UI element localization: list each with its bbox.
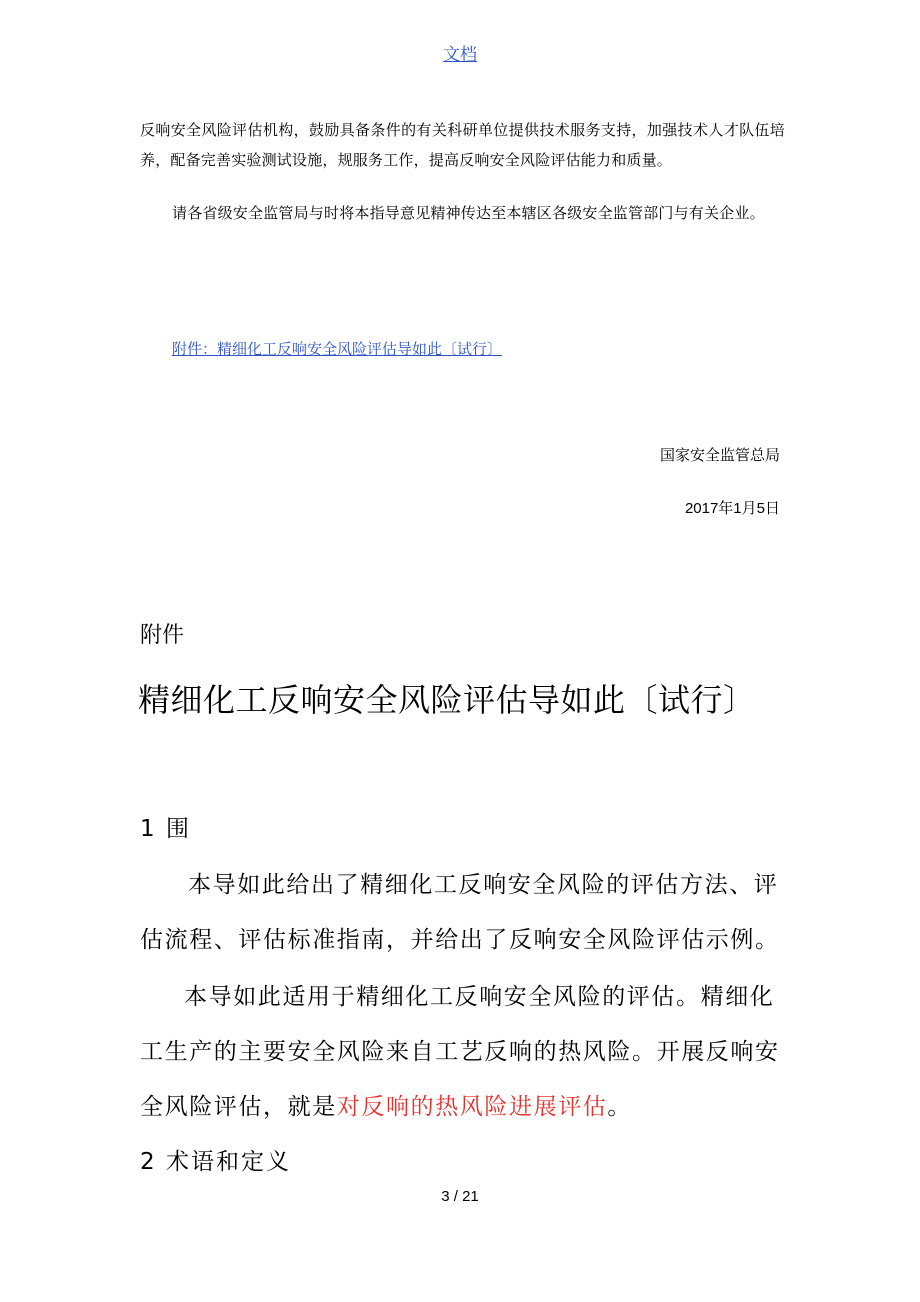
body-paragraph: 反响安全风险评估机构，鼓励具备条件的有关科研单位提供技术服务支持，加强技术人才队伍培养，配备完善实验测试设施，规服务工作，提高反响安全风险评估能力和质量。 (140, 121, 785, 169)
body-text: 本导如此适用于精细化工反响安全风险的评估。精细化工生产的主要安全风险来自工艺反响的热风险。开展反响安全风险评估，就是 (140, 984, 780, 1120)
section-heading: 2 术语和定义 (140, 1149, 291, 1175)
section-heading: 1 围 (140, 816, 191, 842)
body-paragraph: 本导如此给出了精细化工反响安全风险的评估方法、评估流程、评估标准指南，并给出了反响安全风险评估示例。 (140, 872, 780, 953)
body-text: 。 (607, 1094, 633, 1120)
signature-org: 国家安全监管总局 (659, 446, 780, 464)
attachment-link[interactable]: 附件：精细化工反响安全风险评估导如此〔试行〕 (172, 340, 503, 358)
attachment-label: 附件 (140, 623, 185, 648)
body-paragraph: 请各省级安全监管局与时将本指导意见精神传达至本辖区各级安全监管部门与有关企业。 (172, 204, 765, 222)
signature-date: 2017年1月5日 (684, 500, 780, 517)
header-link[interactable]: 文档 (443, 45, 477, 65)
page-number: 3 / 21 (441, 1188, 479, 1205)
highlighted-text: 对反响的热风险进展评估 (336, 1094, 608, 1120)
page-title: 精细化工反响安全风险评估导如此〔试行〕 (138, 681, 756, 719)
body-paragraph (140, 970, 785, 1135)
